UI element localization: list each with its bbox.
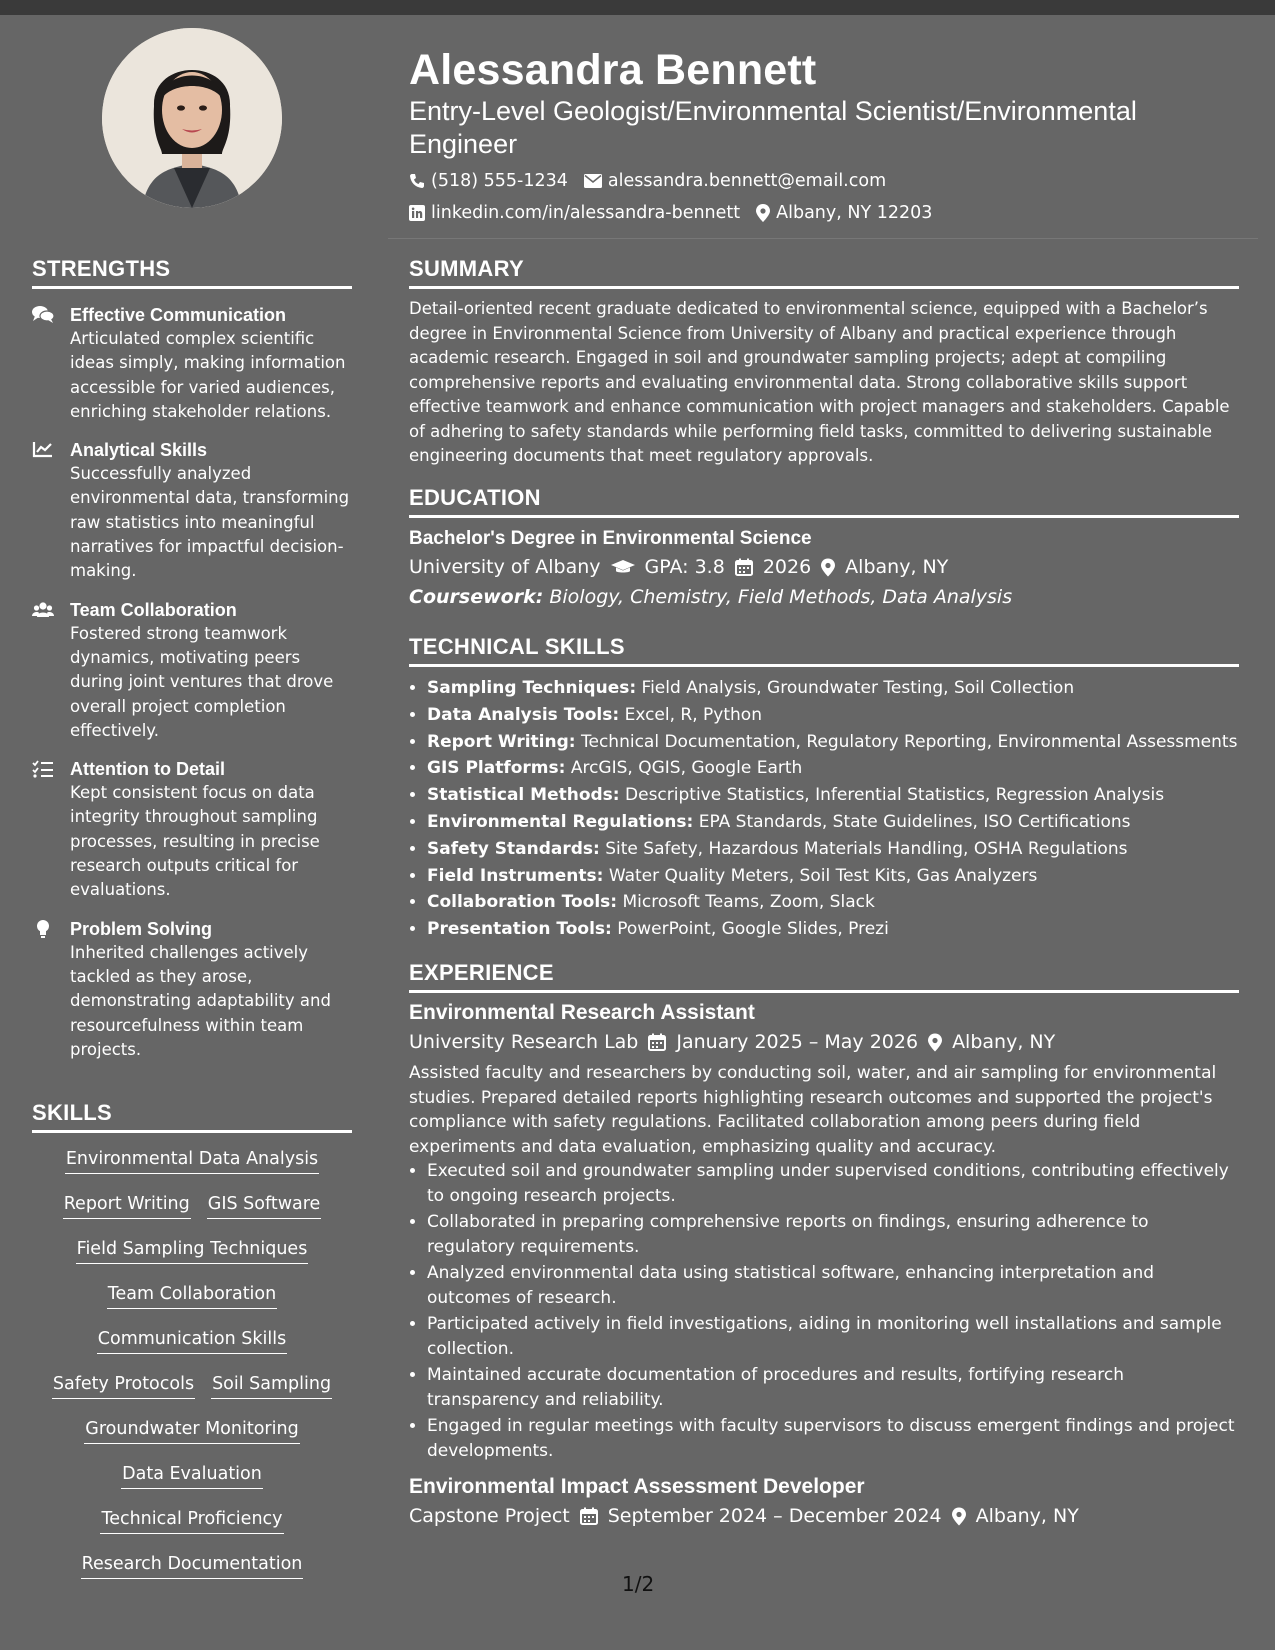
strength-item bbox=[32, 438, 352, 583]
skill-tag: Groundwater Monitoring bbox=[84, 1417, 299, 1444]
list-item: • Maintained accurate documentation of procedures and results, fortifying research transparency and reliability. bbox=[427, 1363, 1239, 1412]
skill-tag: Environmental Data Analysis bbox=[65, 1147, 319, 1174]
lightbulb-icon bbox=[32, 919, 54, 939]
technical-skills-list bbox=[409, 675, 1239, 943]
coursework-label: Coursework: bbox=[409, 586, 544, 608]
strength-title: Analytical Skills bbox=[70, 440, 208, 461]
strength-description: Inherited challenges actively tackled as they arose, demonstrating adaptability and resourcefulness within team projects. bbox=[70, 942, 331, 1059]
job-summary: Assisted faculty and researchers by conducting soil, water, and air sampling for environmental studies. Prepared detailed reports highlighting research outcomes and supported the project's compliance with safety regulations. Facilitated collaboration among peers during field experiments and data evaluation, emphasizing quality and accuracy. bbox=[409, 1063, 1217, 1157]
coursework-list: Biology, Chemistry, Field Methods, Data Analysis bbox=[549, 586, 1013, 608]
email-link[interactable]: alessandra.bennett@email.com bbox=[607, 171, 887, 191]
experience-section bbox=[409, 960, 1239, 1531]
job-organization: University Research Lab bbox=[409, 1031, 639, 1053]
degree-title: Bachelor's Degree in Environmental Science bbox=[409, 528, 812, 549]
education-meta bbox=[409, 552, 1239, 582]
skill-tag: Data Evaluation bbox=[121, 1462, 263, 1489]
strength-item bbox=[32, 598, 352, 743]
skill-tag: Safety Protocols bbox=[52, 1372, 195, 1399]
contact-row bbox=[409, 170, 886, 192]
job-location: Albany, NY bbox=[952, 1031, 1056, 1053]
list-item: • GIS Platforms: ArcGIS, QGIS, Google Earth bbox=[427, 755, 1239, 782]
skill-tag: Field Sampling Techniques bbox=[76, 1237, 309, 1264]
location-text: Albany, NY 12203 bbox=[776, 203, 933, 223]
linkedin-icon bbox=[409, 205, 425, 221]
skill-tag: Soil Sampling bbox=[211, 1372, 332, 1399]
strength-item bbox=[32, 303, 352, 424]
strength-item bbox=[32, 757, 352, 902]
list-item: • Sampling Techniques: Field Analysis, Groundwater Testing, Soil Collection bbox=[427, 675, 1239, 702]
phone-number: (518) 555-1234 bbox=[431, 171, 568, 191]
envelope-icon bbox=[584, 174, 602, 188]
header-divider bbox=[388, 238, 1258, 239]
school-location: Albany, NY bbox=[845, 556, 949, 578]
map-marker-icon bbox=[756, 204, 770, 222]
job-title: Environmental Impact Assessment Developer bbox=[409, 1475, 865, 1498]
chart-line-icon bbox=[32, 440, 54, 460]
users-icon bbox=[32, 600, 54, 620]
experience-heading: EXPERIENCE bbox=[409, 960, 1239, 993]
phone-icon bbox=[409, 173, 425, 189]
strength-item bbox=[32, 917, 352, 1062]
calendar-icon bbox=[580, 1507, 598, 1525]
strength-title: Problem Solving bbox=[70, 918, 213, 939]
technical-skills-section bbox=[409, 634, 1239, 943]
list-item: • Environmental Regulations: EPA Standards, State Guidelines, ISO Certifications bbox=[427, 809, 1239, 836]
strength-title: Team Collaboration bbox=[70, 599, 237, 620]
list-item: • Executed soil and groundwater sampling under supervised conditions, contributing effectively to ongoing research projects. bbox=[427, 1159, 1239, 1208]
coursework bbox=[409, 582, 1239, 612]
job-title: Environmental Research Assistant bbox=[409, 1001, 755, 1024]
list-check-icon bbox=[32, 759, 54, 779]
job-meta bbox=[409, 1027, 1239, 1057]
list-item: • Report Writing: Technical Documentation, Regulatory Reporting, Environmental Assessments bbox=[427, 729, 1239, 756]
graduation-cap-icon bbox=[611, 559, 635, 575]
comments-icon bbox=[32, 305, 54, 325]
list-item: • Collaborated in preparing comprehensive reports on findings, ensuring adherence to regulatory requirements. bbox=[427, 1210, 1239, 1259]
job-dates: January 2025 – May 2026 bbox=[676, 1031, 919, 1053]
skill-tag: Report Writing bbox=[63, 1192, 191, 1219]
top-bar bbox=[0, 0, 1275, 15]
list-item: • Statistical Methods: Descriptive Statistics, Inferential Statistics, Regression Analysis bbox=[427, 782, 1239, 809]
calendar-icon bbox=[648, 1033, 666, 1051]
candidate-name: Alessandra Bennett bbox=[409, 46, 817, 94]
strength-description: Kept consistent focus on data integrity throughout sampling processes, resulting in precise research outputs critical for evaluations. bbox=[70, 783, 320, 900]
map-marker-icon bbox=[952, 1507, 966, 1526]
skills-section bbox=[32, 1100, 352, 1597]
list-item: • Engaged in regular meetings with faculty supervisors to discuss emergent findings and project developments. bbox=[427, 1414, 1239, 1463]
strength-title: Effective Communication bbox=[70, 305, 287, 325]
technical-skills-heading: TECHNICAL SKILLS bbox=[409, 634, 1239, 667]
job-meta bbox=[409, 1501, 1239, 1531]
list-item: • Collaboration Tools: Microsoft Teams, Zoom, Slack bbox=[427, 889, 1239, 916]
education-section bbox=[409, 485, 1239, 612]
candidate-role: Entry-Level Geologist/Environmental Scientist/Environmental Engineer bbox=[409, 96, 1137, 159]
school-name: University of Albany bbox=[409, 556, 601, 578]
strengths-section bbox=[32, 256, 352, 1062]
skills-list bbox=[32, 1147, 352, 1597]
contact-row bbox=[409, 202, 932, 224]
strength-description: Successfully analyzed environmental data, transforming raw statistics into meaningful narratives for impactful decision-making. bbox=[70, 464, 350, 581]
profile-photo bbox=[102, 28, 282, 208]
map-marker-icon bbox=[928, 1033, 942, 1052]
list-item: • Presentation Tools: PowerPoint, Google Slides, Prezi bbox=[427, 916, 1239, 943]
summary-heading: SUMMARY bbox=[409, 256, 1239, 289]
list-item: • Field Instruments: Water Quality Meters, Soil Test Kits, Gas Analyzers bbox=[427, 863, 1239, 890]
strength-title: Attention to Detail bbox=[70, 759, 225, 780]
strengths-heading: STRENGTHS bbox=[32, 256, 352, 289]
job-organization: Capstone Project bbox=[409, 1505, 570, 1527]
graduation-year: 2026 bbox=[762, 556, 812, 578]
list-item: • Participated actively in field investigations, aiding in monitoring well installations and sample collection. bbox=[427, 1312, 1239, 1361]
skill-tag: Research Documentation bbox=[81, 1552, 304, 1579]
summary-text: Detail-oriented recent graduate dedicated to environmental science, equipped with a Bachelor’s degree in Environmental Science from University of Albany and practical experience through academic research. Engaged in soil and groundwater sampling projects; adept at compiling comprehensive reports and evaluating environmental data. Strong collaborative skills support effective teamwork and enhance communication with project managers and stakeholders. Capable of adhering to safety standards while performing field tasks, committed to delivering sustainable engineering documents that meet regulatory approvals. bbox=[409, 299, 1230, 465]
skill-tag: Technical Proficiency bbox=[100, 1507, 283, 1534]
skill-tag: Team Collaboration bbox=[107, 1282, 277, 1309]
summary-section bbox=[409, 256, 1239, 469]
strength-description: Articulated complex scientific ideas simply, making information accessible for varied audiences, enriching stakeholder relations. bbox=[70, 329, 346, 421]
page-number: 1/2 bbox=[622, 1572, 655, 1596]
skill-tag: Communication Skills bbox=[97, 1327, 287, 1354]
skill-tag: GIS Software bbox=[207, 1192, 322, 1219]
linkedin-link[interactable]: linkedin.com/in/alessandra-bennett bbox=[431, 203, 741, 223]
job-bullets bbox=[409, 1159, 1239, 1463]
calendar-icon bbox=[735, 558, 753, 576]
job-dates: September 2024 – December 2024 bbox=[607, 1505, 942, 1527]
list-item: • Safety Standards: Site Safety, Hazardous Materials Handling, OSHA Regulations bbox=[427, 836, 1239, 863]
list-item: • Analyzed environmental data using statistical software, enhancing interpretation and outcomes of research. bbox=[427, 1261, 1239, 1310]
strength-description: Fostered strong teamwork dynamics, motivating peers during joint ventures that drove overall project completion effectively. bbox=[70, 623, 334, 740]
education-heading: EDUCATION bbox=[409, 485, 1239, 518]
map-marker-icon bbox=[821, 558, 835, 577]
job-location: Albany, NY bbox=[975, 1505, 1079, 1527]
list-item: • Data Analysis Tools: Excel, R, Python bbox=[427, 702, 1239, 729]
skills-heading: SKILLS bbox=[32, 1100, 352, 1133]
gpa-text: GPA: 3.8 bbox=[644, 556, 725, 578]
